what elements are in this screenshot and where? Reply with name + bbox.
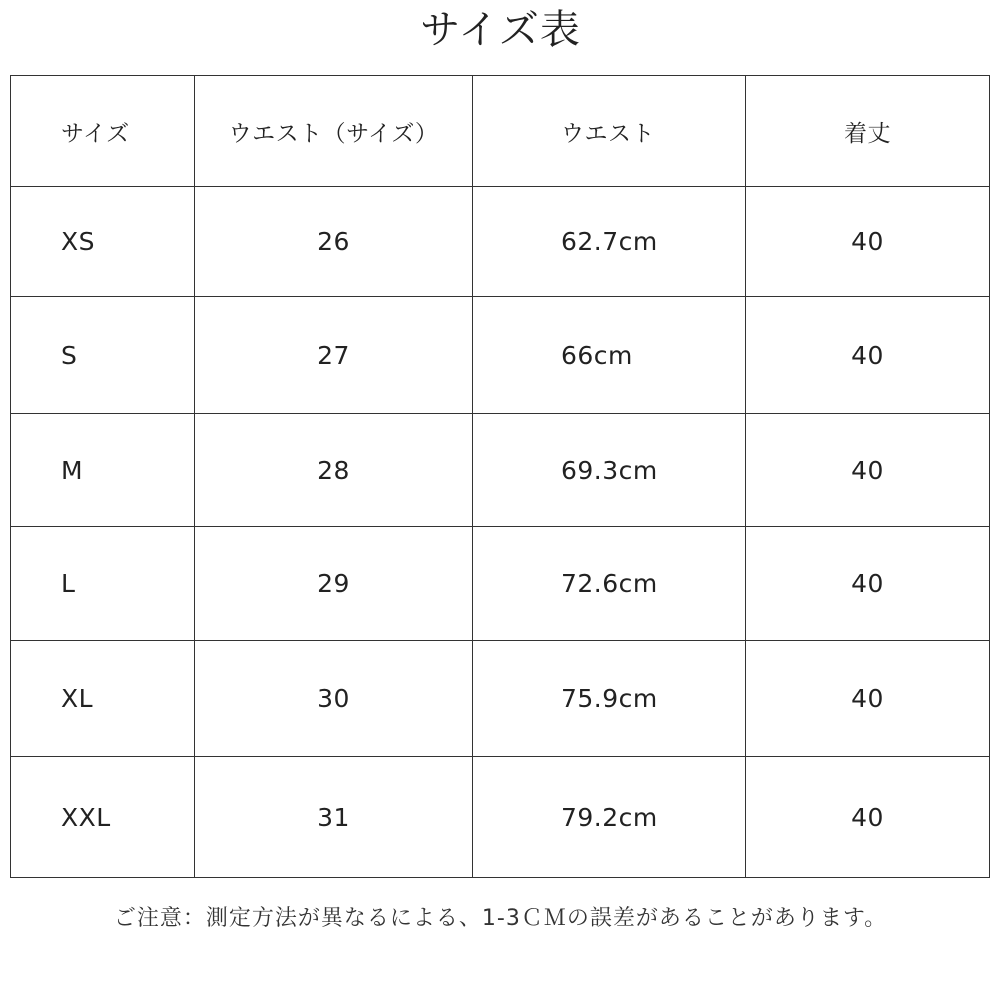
header-cell-size: サイズ — [11, 76, 195, 187]
cell-length: 40 — [746, 527, 990, 641]
table-row — [11, 187, 990, 297]
header-cell-waist-size: ウエスト（サイズ） — [195, 76, 473, 187]
table-row — [11, 527, 990, 641]
size-chart-table — [10, 75, 990, 878]
table-row — [11, 297, 990, 414]
cell-waist: 69.3cm — [473, 414, 746, 527]
cell-size: M — [11, 414, 195, 527]
cell-size: S — [11, 297, 195, 414]
cell-size: L — [11, 527, 195, 641]
cell-waist: 66cm — [473, 297, 746, 414]
cell-waist: 75.9cm — [473, 641, 746, 757]
cell-size: XL — [11, 641, 195, 757]
header-cell-length: 着丈 — [746, 76, 990, 187]
table-row — [11, 757, 990, 878]
cell-waist-size: 29 — [195, 527, 473, 641]
cell-waist-size: 31 — [195, 757, 473, 878]
cell-length: 40 — [746, 414, 990, 527]
cell-length: 40 — [746, 641, 990, 757]
cell-waist: 72.6cm — [473, 527, 746, 641]
cell-size: XXL — [11, 757, 195, 878]
table-row — [11, 414, 990, 527]
cell-waist-size: 26 — [195, 187, 473, 297]
cell-waist: 62.7cm — [473, 187, 746, 297]
cell-waist: 79.2cm — [473, 757, 746, 878]
cell-length: 40 — [746, 187, 990, 297]
header-cell-waist: ウエスト — [473, 76, 746, 187]
cell-length: 40 — [746, 297, 990, 414]
cell-length: 40 — [746, 757, 990, 878]
cell-size: XS — [11, 187, 195, 297]
cell-waist-size: 30 — [195, 641, 473, 757]
table-row — [11, 641, 990, 757]
measurement-note: ご注意：測定方法が異なるによる、1-3ＣＭの誤差があることがあります。 — [113, 906, 888, 931]
cell-waist-size: 28 — [195, 414, 473, 527]
page-title: サイズ表 — [420, 7, 581, 53]
table-header-row — [11, 76, 990, 187]
cell-waist-size: 27 — [195, 297, 473, 414]
